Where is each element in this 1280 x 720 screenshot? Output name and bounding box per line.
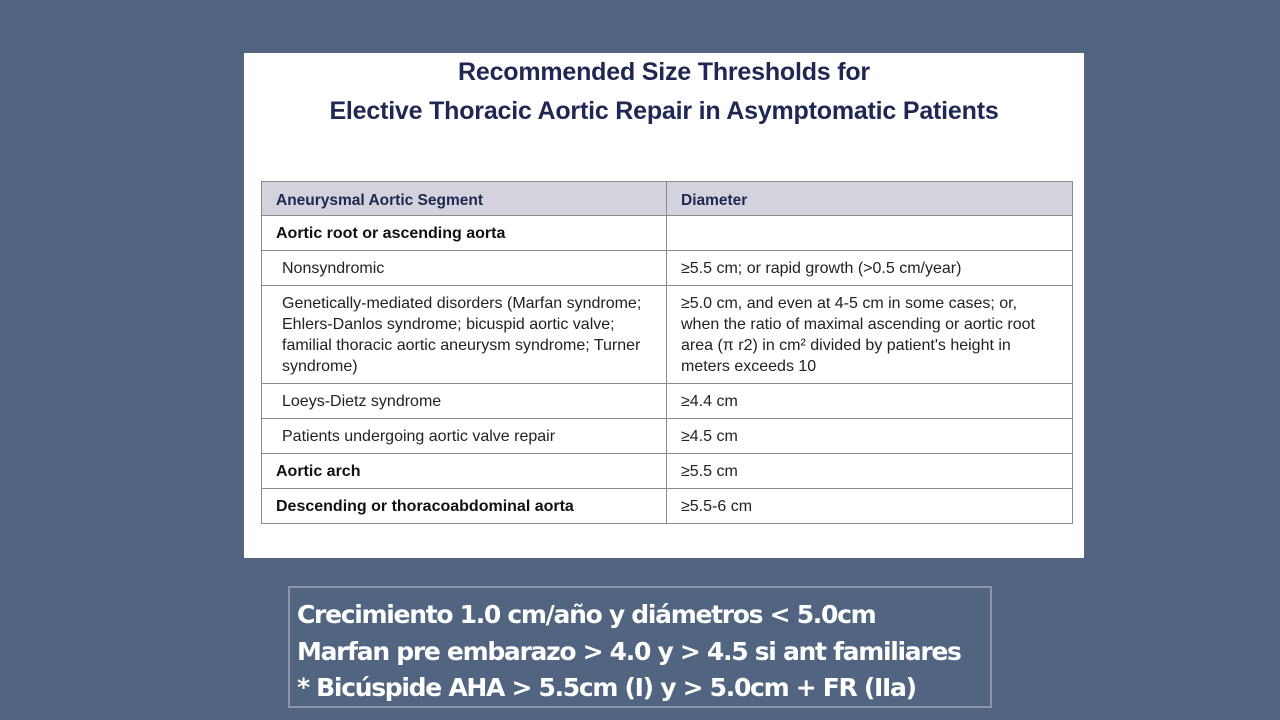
table-row (262, 251, 1073, 286)
diameter-cell: ≥5.5 cm (667, 454, 1073, 489)
size-thresholds-table (261, 181, 1073, 524)
diameter-cell: ≥5.0 cm, and even at 4-5 cm in some cases; or, when the ratio of maximal ascending or aortic root area (π r2) in cm² divided by patient's height in meters exceeds 10 (667, 286, 1073, 384)
note-line-growth: Crecimiento 1.0 cm/año y diámetros < 5.0cm (297, 600, 876, 629)
table-row (262, 384, 1073, 419)
note-line-marfan: Marfan pre embarazo > 4.0 y > 4.5 si ant familiares (297, 636, 961, 666)
table-row (262, 419, 1073, 454)
diameter-cell: ≥4.5 cm (667, 419, 1073, 454)
column-header-diameter: Diameter (667, 182, 1073, 216)
table-row (262, 454, 1073, 489)
document-title-line1: Recommended Size Thresholds for (458, 58, 870, 86)
table-row (262, 489, 1073, 524)
notes-box (288, 586, 992, 708)
diameter-cell: ≥4.4 cm (667, 384, 1073, 419)
segment-cell: Loeys-Dietz syndrome (262, 384, 667, 419)
segment-cell: Genetically-mediated disorders (Marfan syndrome; Ehlers-Danlos syndrome; bicuspid aortic valve; familial thoracic aortic aneurysm syndrome; Turner syndrome) (262, 286, 667, 384)
segment-cell: Patients undergoing aortic valve repair (262, 419, 667, 454)
table-row (262, 286, 1073, 384)
diameter-cell: ≥5.5-6 cm (667, 489, 1073, 524)
segment-cell: Aortic arch (262, 454, 667, 489)
column-header-segment: Aneurysmal Aortic Segment (262, 182, 667, 216)
diameter-cell: ≥5.5 cm; or rapid growth (>0.5 cm/year) (667, 251, 1073, 286)
document-title-line2: Elective Thoracic Aortic Repair in Asymptomatic Patients (329, 97, 999, 125)
segment-cell: Aortic root or ascending aorta (262, 216, 667, 251)
guideline-table-image (244, 53, 1084, 558)
table-header-row (262, 182, 1073, 216)
segment-cell: Descending or thoracoabdominal aorta (262, 489, 667, 524)
table-row (262, 216, 1073, 251)
segment-cell: Nonsyndromic (262, 251, 667, 286)
diameter-cell (667, 216, 1073, 251)
note-line-bicuspid: * Bicúspide AHA > 5.5cm (I) y > 5.0cm + FR (IIa) (297, 673, 916, 702)
